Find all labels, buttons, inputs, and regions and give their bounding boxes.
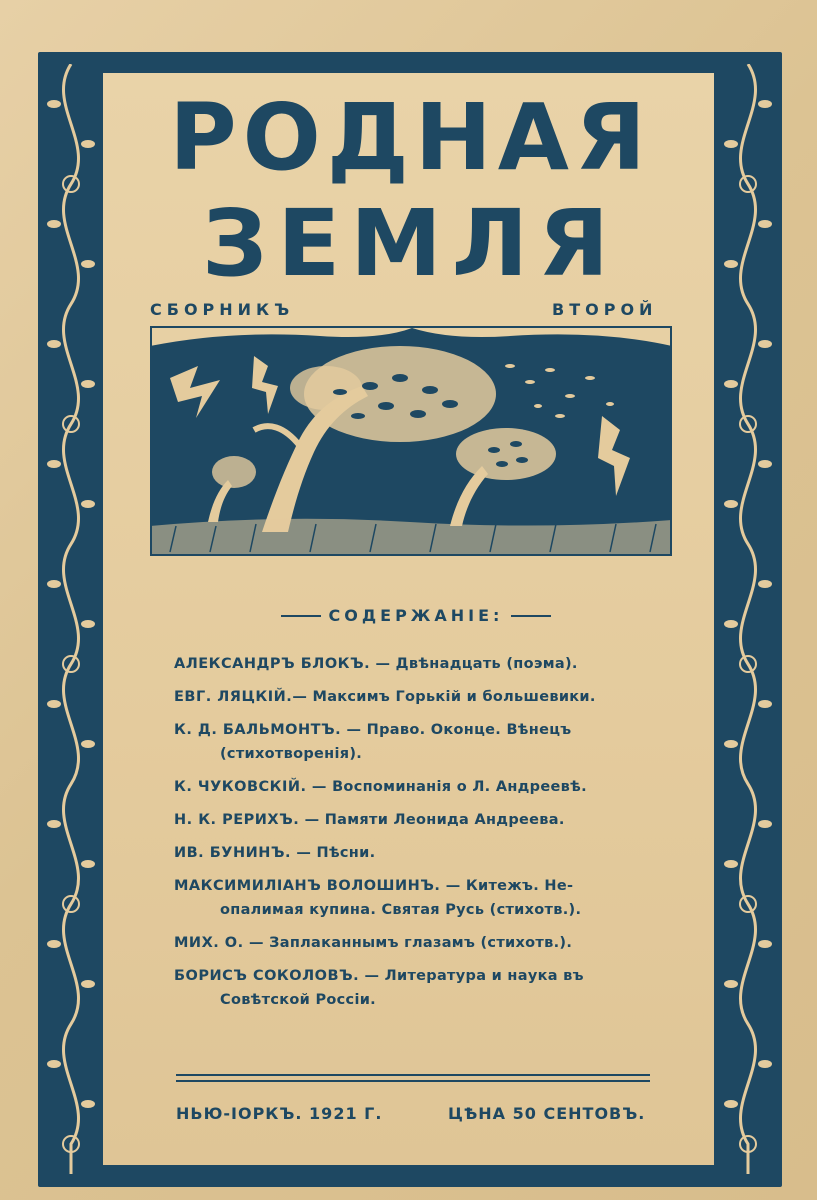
toc-work: — Памяти Леонида Андреева. — [299, 812, 565, 828]
title-line-2: ЗЕМЛЯ — [201, 190, 619, 297]
price: ЦѢНА 50 СЕНТОВЪ. — [448, 1104, 646, 1123]
table-of-contents — [174, 652, 674, 1021]
toc-work: — Заплаканнымъ глазамъ (стихотв.). — [243, 935, 573, 951]
footer-rule-bottom — [176, 1080, 650, 1082]
toc-work: — Китежъ. Не- — [440, 878, 574, 894]
title-line-1: РОДНАЯ — [169, 84, 652, 191]
toc-entry — [174, 964, 674, 1012]
toc-entry — [174, 718, 674, 766]
toc-work: — Максимъ Горькій и большевики. — [292, 689, 596, 705]
heading-rule-right — [511, 615, 551, 617]
contents-heading-text: СОДЕРЖАНІЕ: — [328, 606, 504, 625]
toc-work: — Литература и наука въ — [359, 968, 584, 984]
toc-entry — [174, 841, 674, 865]
toc-author: ИВ. БУНИНЪ. — [174, 845, 292, 861]
left-vine-ornament — [40, 64, 102, 1174]
toc-work-continued: (стихотворенія). — [220, 746, 363, 762]
toc-entry — [174, 685, 674, 709]
storm-trees-illustration — [150, 326, 672, 556]
toc-entry — [174, 874, 674, 922]
footer-rule-top — [176, 1074, 650, 1076]
toc-entry — [174, 775, 674, 799]
toc-work: — Двѣнадцать (поэма). — [370, 656, 578, 672]
toc-author: К. Д. БАЛЬМОНТЪ. — [174, 722, 342, 738]
subtitle-collection: СБОРНИКЪ — [150, 300, 295, 319]
place-and-year: НЬЮ-ІОРКЪ. 1921 Г. — [176, 1104, 383, 1123]
toc-work: — Воспоминанія о Л. Андреевѣ. — [306, 779, 587, 795]
subtitle-second: ВТОРОЙ — [552, 300, 658, 319]
toc-author: АЛЕКСАНДРЪ БЛОКЪ. — [174, 656, 371, 672]
right-vine-ornament — [717, 64, 779, 1174]
toc-author: К. ЧУКОВСКІЙ. — [174, 779, 307, 795]
toc-author: ЕВГ. ЛЯЦКІЙ. — [174, 689, 293, 705]
toc-author: БОРИСЪ СОКОЛОВЪ. — [174, 968, 360, 984]
toc-author: МАКСИМИЛІАНЪ ВОЛОШИНЪ. — [174, 878, 441, 894]
contents-heading — [256, 606, 576, 625]
toc-work-continued: опалимая купина. Святая Русь (стихотв.). — [220, 902, 582, 918]
toc-work: — Право. Оконце. Вѣнецъ — [341, 722, 572, 738]
toc-work: — Пѣсни. — [291, 845, 376, 861]
toc-entry — [174, 931, 674, 955]
toc-entry — [174, 808, 674, 832]
toc-work-continued: Совѣтской Россіи. — [220, 992, 376, 1008]
toc-author: МИХ. О. — [174, 935, 244, 951]
heading-rule-left — [281, 615, 321, 617]
toc-author: Н. К. РЕРИХЪ. — [174, 812, 300, 828]
toc-entry — [174, 652, 674, 676]
